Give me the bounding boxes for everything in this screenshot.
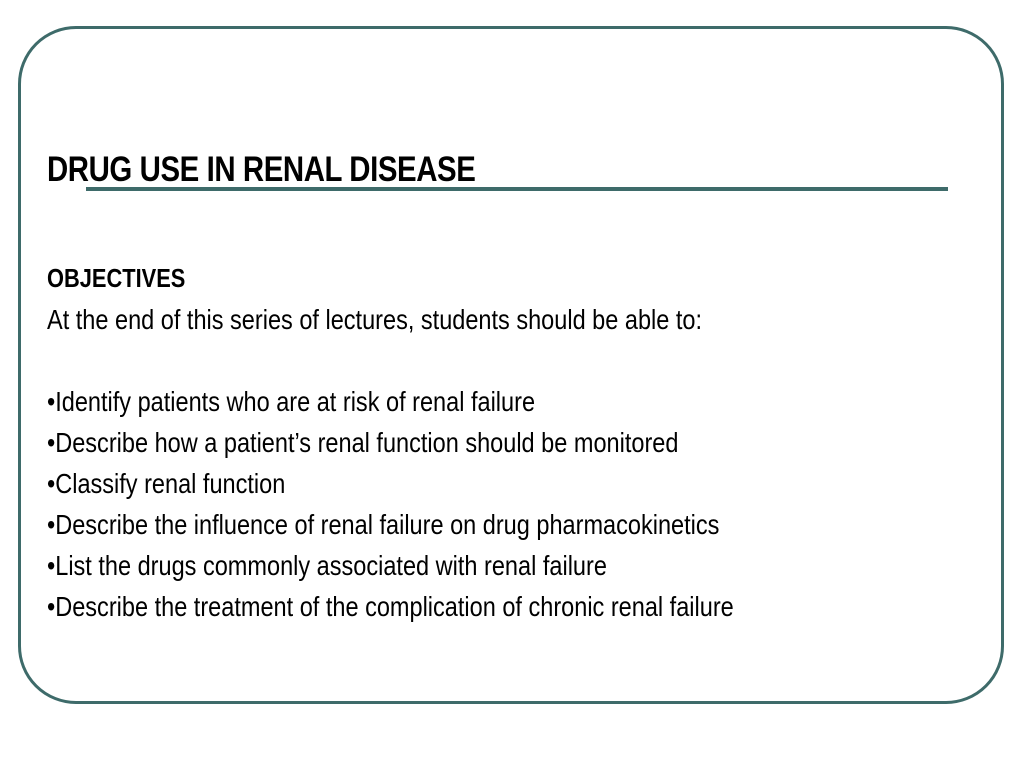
slide-content [47, 258, 870, 627]
objectives-intro: At the end of this series of lectures, students should be able to: [47, 304, 703, 335]
objective-item: •Identify patients who are at risk of renal failure [47, 386, 536, 417]
objective-item: •Classify renal function [47, 468, 286, 499]
slide-title: DRUG USE IN RENAL DISEASE [47, 150, 476, 189]
objectives-list [47, 381, 870, 627]
spacer [47, 340, 870, 381]
objective-item: •Describe how a patient’s renal function should be monitored [47, 427, 679, 458]
objective-item: •Describe the treatment of the complication of chronic renal failure [47, 591, 734, 622]
objective-item: •Describe the influence of renal failure on drug pharmacokinetics [47, 509, 720, 540]
objective-item: •List the drugs commonly associated with renal failure [47, 550, 607, 581]
objectives-heading: OBJECTIVES [47, 263, 186, 293]
